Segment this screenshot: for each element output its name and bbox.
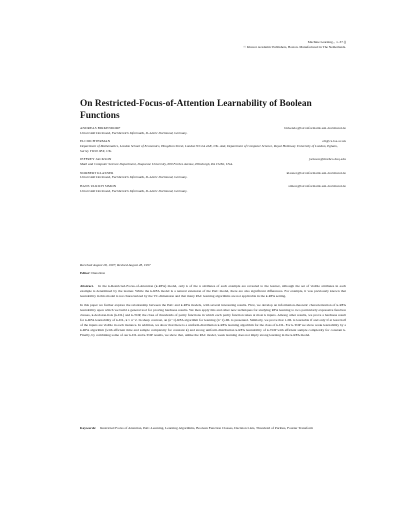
- abstract-label: Abstract.: [80, 284, 94, 288]
- abstract-paragraph: [80, 284, 346, 299]
- keywords-text: Restricted Focus of Attention, PAC-Learning, Learning Algorithms, Boolean Function Classes, Decision Lists, Threshold of Parities, Fourier Transform: [100, 426, 313, 430]
- keywords: [80, 426, 346, 431]
- abstract-text-2: In this paper we further explore the relationship between the PAC and k-RFA models, with several interesting results. First, we develop an information-theoretic characterization of k-RFA learnability upon which we build a general tool for proving hardness results. We then apply this and other new techniques for studying RFA learning to two particularly expressive function classes, k-decision-lists (k-DL) and k-TOP, the class of thresholds of parity functions in which each parity function takes at most k inputs. Among other results, we prove a hardness result for k-RFA learnability of k-DL, k ≤ n−2. In sharp contrast, an (n−1)-RFA algorithm for learning (n−1)-DL is presented. Similarly, we prove that 1-DL is learnable if and only if at least half of the inputs are visible in each instance. In addition, we show that there is a uniform-distribution k-RFA learning algorithm for the class of k-DL. For k-TOP we show weak learnability by a k-RFA algorithm (with efficient time and sample complexity for constant k) and strong uniform-distribution k-RFA learnability of k-TOP with efficient sample complexity for constant k. Finally, by combining some of our k-DL and k-TOP results, we show that, unlike the PAC model, weak learning does not imply strong learning in the k-RFA model.: [80, 303, 346, 337]
- abstract-paragraph: [80, 303, 346, 338]
- author-block: [80, 157, 346, 166]
- author-block: [80, 126, 346, 135]
- author-affiliation: Math and Computer Science Department, Duquesne University, 600 Forbes Avenue, Pittsburgh, PA 15282, USA.: [80, 161, 233, 166]
- author-block: [80, 184, 346, 193]
- author-email: simon@ls2.informatik.uni-dortmund.de: [288, 184, 346, 189]
- author-block: [80, 171, 346, 180]
- author-block: [80, 139, 346, 153]
- author-name: NORBERT KLASNER: [80, 170, 114, 175]
- abstract: [80, 284, 346, 342]
- paper-title: On Restricted-Focus-of-Attention Learnability of Boolean Functions: [80, 99, 312, 121]
- author-affiliation: Universität Dortmund, Fachbereich Informatik, D-44221 Dortmund, Germany.: [80, 188, 188, 193]
- author-name: ELI DICHTERMAN: [80, 139, 111, 144]
- abstract-text-1: In the k-Restricted-Focus-of-Attention (k-RFA) model, only k of the n attributes of each example are revealed to the learner, although the set of visible attributes in each example is determined by the learner. While the k-RFA model is a natural extension of the PAC model, there are also significant differences. For example, it was previously known that learnability in this model is not characterized by the VC-dimension and that many PAC learning algorithms are not applicable in the k-RFA setting.: [80, 284, 347, 298]
- author-affiliation: Department of Mathematics, London School of Economics, Houghton Street, London WC2A 2AE, UK. And, Department of Computer Science, Royal Holloway University of London, Egham, Surrey TW20 0EX, UK.: [80, 143, 338, 153]
- journal-header: [150, 40, 346, 50]
- received-dates: Received August 28, 1997; Revised August 28, 1997: [80, 263, 151, 267]
- author-email: eli@cs.lse.ac.uk: [322, 139, 346, 144]
- author-email: birkendo@ls2.informatik.uni-dortmund.de: [284, 126, 346, 130]
- author-affiliation: Universität Dortmund, Fachbereich Informatik, D-44221 Dortmund, Germany.: [80, 130, 188, 135]
- editor-name: Dana Ron: [91, 271, 106, 275]
- author-list: [80, 126, 346, 197]
- keywords-label: Keywords:: [80, 426, 97, 430]
- author-name: JEFFREY JACKSON: [80, 157, 112, 162]
- journal-line: Machine Learning, , 1–37 (): [307, 40, 346, 44]
- author-affiliation: Universität Dortmund, Fachbereich Informatik, D-44221 Dortmund, Germany.: [80, 175, 188, 180]
- publisher-line: © Kluwer Academic Publishers, Boston. Manufactured in The Netherlands.: [243, 45, 346, 50]
- author-name: ANDREAS BIRKENDORF: [80, 126, 121, 130]
- author-email: jackson@mathcs.duq.edu: [309, 157, 346, 162]
- author-name: HANS ULRICH SIMON: [80, 184, 117, 189]
- author-email: klasner@ls2.informatik.uni-dortmund.de: [286, 170, 346, 175]
- editor-line: [80, 271, 105, 276]
- editor-label: Editor:: [80, 271, 91, 275]
